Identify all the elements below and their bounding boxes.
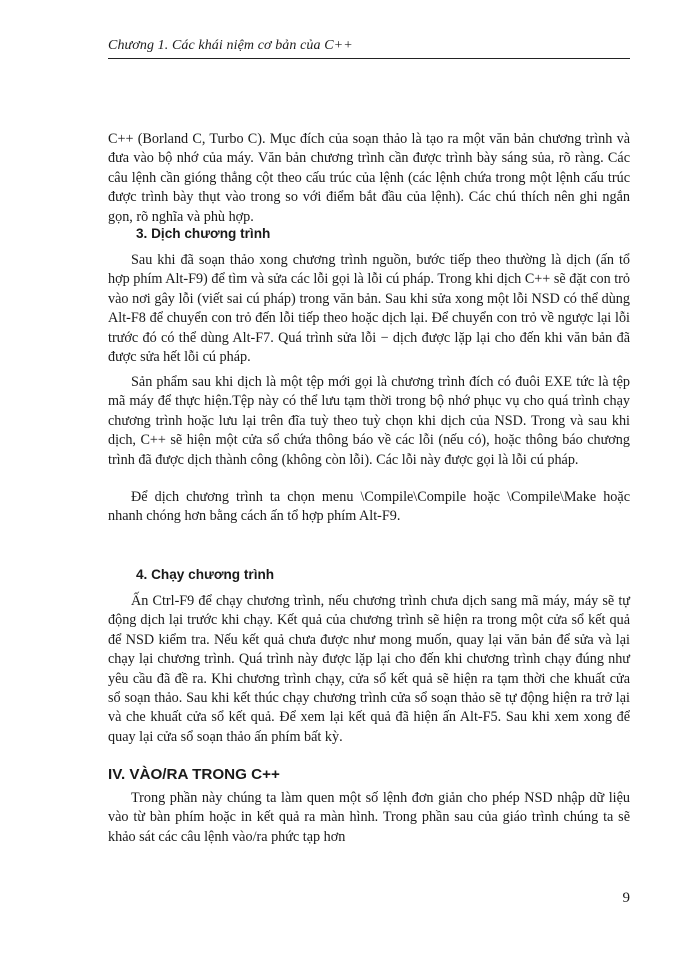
section-3-heading: 3. Dịch chương trình (136, 226, 271, 241)
section-4-heading: 4. Chạy chương trình (136, 567, 275, 582)
section-3-paragraph-2: Sản phẩm sau khi dịch là một tệp mới gọi là chương trình đích có đuôi EXE tức là tệp mã máy để thực hiện.Tệp này có thể lưu tạm thời trong bộ nhớ phục vụ cho quá trình chạy chương trình hoặc lưu lại trên đĩa tuỳ theo tuỳ chọn khi dịch của NSD. Trong và sau khi dịch, C++ sẽ hiện một cửa sổ chứa thông báo về các lỗi (nếu có), hoặc thông báo chương trình đã được dịch thành công (không còn lỗi). Các lỗi này được gọi là lỗi cú pháp. (108, 374, 630, 468)
section-3-paragraph-3: Để dịch chương trình ta chọn menu \Compile\Compile hoặc \Compile\Make hoặc nhanh chóng hơn bằng cách ấn tổ hợp phím Alt-F9. (108, 489, 630, 525)
header-divider (108, 58, 630, 59)
running-header: Chương 1. Các khái niệm cơ bản của C++ (108, 38, 353, 53)
section-3-paragraph-1: Sau khi đã soạn thảo xong chương trình nguồn, bước tiếp theo thường là dịch (ấn tổ hợp phím Alt-F9) để tìm và sửa các lỗi gọi là lỗi cú pháp. Trong khi dịch C++ sẽ đặt con trỏ vào nơi gây lỗi (viết sai cú pháp) trong văn bản. Sau khi sửa xong một lỗi NSD có thể dùng Alt-F8 để chuyển con trỏ đến lỗi tiếp theo hoặc dịch lại. Để chuyển con trỏ về ngược lại lỗi trước đó có thể dùng Alt-F7. Quá trình sửa lỗi − dịch được lặp lại cho đến khi văn bản đã được sửa hết lỗi cú pháp. (108, 252, 630, 366)
page-number: 9 (622, 890, 630, 906)
section-iv-paragraph: Trong phần này chúng ta làm quen một số lệnh đơn giản cho phép NSD nhập dữ liệu vào từ bàn phím hoặc in kết quả ra màn hình. Trong phần sau của giáo trình chúng ta sẽ khảo sát các câu lệnh vào/ra phức tạp hơn (108, 790, 630, 845)
section-4-paragraph: Ấn Ctrl-F9 để chạy chương trình, nếu chương trình chưa dịch sang mã máy, máy sẽ tự động dịch lại trước khi chạy. Kết quả của chương trình sẽ hiện ra trong một cửa sổ kết quả để NSD kiểm tra. Nếu kết quả chưa được như mong muốn, quay lại văn bản để sửa và lại chạy lại chương trình. Quá trình này được lặp lại cho đến khi chương trình chạy đúng như yêu cầu đã đề ra. Khi chương trình chạy, cửa sổ kết quả sẽ hiện ra tạm thời che khuất cửa sổ soạn thảo. Sau khi kết thúc chạy chương trình cửa sổ soạn thảo sẽ tự động hiện ra trở lại và che khuất cửa sổ kết quả. Để xem lại kết quả đã hiện ấn Alt-F5. Sau khi xem xong để quay lại cửa sổ soạn thảo ấn phím bất kỳ. (108, 593, 630, 745)
section-iv-heading: IV. VÀO/RA TRONG C++ (108, 766, 280, 783)
intro-paragraph: C++ (Borland C, Turbo C). Mục đích của soạn thảo là tạo ra một văn bản chương trình và đưa vào bộ nhớ của máy. Văn bản chương trình cần được trình bày sáng sủa, rõ ràng. Các câu lệnh cần gióng thẳng cột theo cấu trúc của lệnh (các lệnh chứa trong một lệnh cấu trúc được trình bày thụt vào trong so với điểm bắt đầu của lệnh). Các chú thích nên ghi ngắn gọn, rõ nghĩa và phù hợp. (108, 131, 630, 225)
